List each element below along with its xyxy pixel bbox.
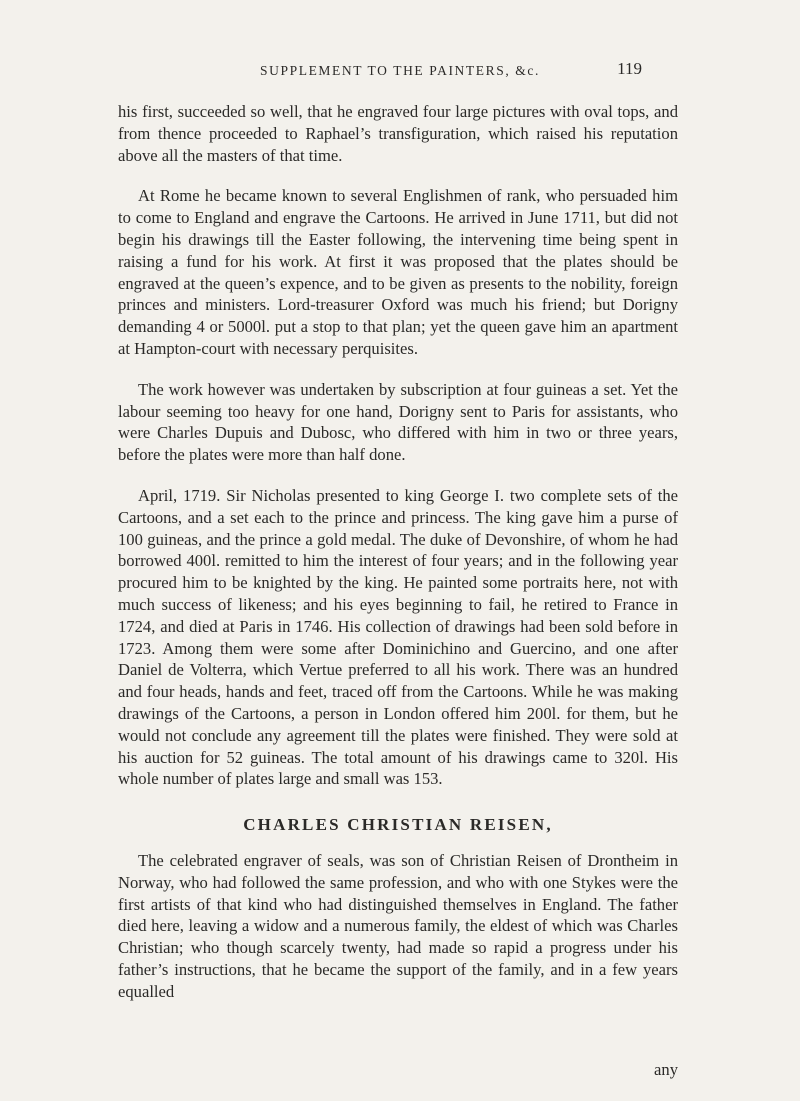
- body-text: [118, 101, 678, 1002]
- catchword: any: [654, 1060, 678, 1079]
- page-number: 119: [617, 59, 642, 78]
- paragraph-1: his first, succeeded so well, that he engraved four large pictures with oval tops, and from thence proceeded to Raphael’s transfiguration, which raised his reputation above all the masters of that time.: [118, 102, 678, 165]
- section-heading: CHARLES CHRISTIAN REISEN,: [243, 815, 553, 835]
- section-paragraph: The celebrated engraver of seals, was son of Christian Reisen of Drontheim in Norway, who had followed the same profession, and who with one Stykes were the first artists of that kind who had distinguished themselves in England. The father died here, leaving a widow and a numerous family, the eldest of which was Charles Christian; who though scarcely twenty, had made so rapid a progress under his father’s instructions, that he became the support of the family, and in a few years equalled: [118, 850, 678, 1001]
- paragraph-4: April, 1719. Sir Nicholas presented to king George I. two complete sets of the Cartoons, and a set each to the prince and princess. The king gave him a purse of 100 guineas, and the prince a gold medal. The duke of Devonshire, of whom he had borrowed 400l. remitted to him the interest of four years; and in the following year procured him to be knighted by the king. He painted some portraits here, not with much success of likeness; and his eyes beginning to fail, he retired to France in 1724, and died at Paris in 1746. His collection of drawings had been sold before in 1723. Among them were some after Dominichino and Guercino, and one after Daniel de Volterra, which Vertue preferred to all his work. There was an hundred and four heads, hands and feet, traced off from the Cartoons. While he was making drawings of the Cartoons, a person in London offered him 200l. for them, but he would not conclude any agreement till the plates were finished. They were sold at his auction for 52 guineas. The total amount of his drawings came to 320l. His whole number of plates large and small was 153.: [118, 485, 678, 789]
- paragraph-2: At Rome he became known to several Englishmen of rank, who persuaded him to come to England and engrave the Cartoons. He arrived in June 1711, but did not begin his drawings till the Easter following, the intervening time being spent in raising a fund for his work. At first it was proposed that the plates should be engraved at the queen’s expence, and to be given as presents to the nobility, foreign princes and ministers. Lord-treasurer Oxford was much his friend; but Dorigny demanding 4 or 5000l. put a stop to that plan; yet the queen gave him an apartment at Hampton-court with necessary perquisites.: [118, 186, 678, 358]
- paragraph-3: The work however was undertaken by subscription at four guineas a set. Yet the labour seeming too heavy for one hand, Dorigny sent to Paris for assistants, who were Charles Dupuis and Dubosc, who differed with him in two or three years, before the plates were more than half done.: [118, 379, 678, 465]
- running-title: SUPPLEMENT TO THE PAINTERS, &c.: [260, 63, 540, 78]
